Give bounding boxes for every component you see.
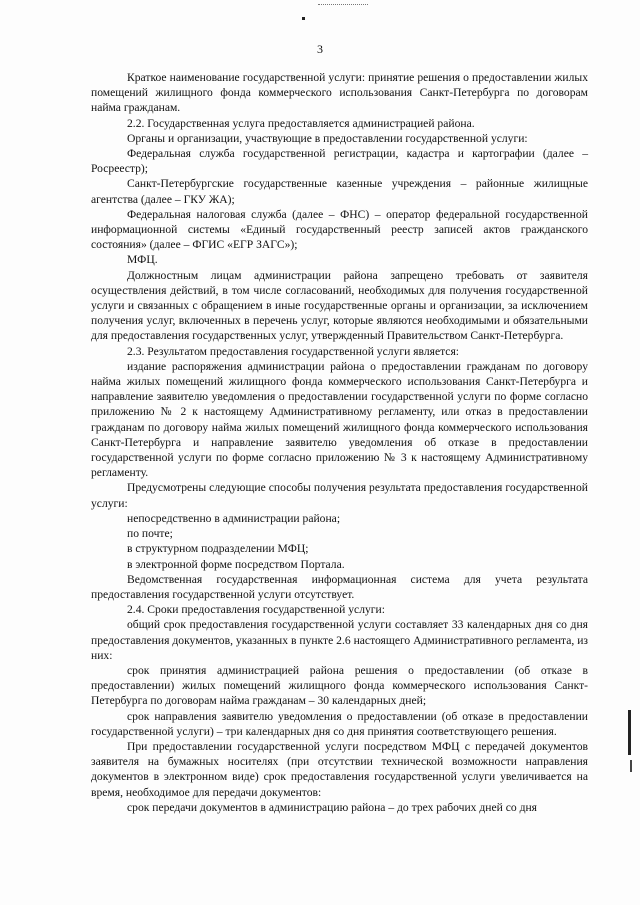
paragraph-rosreestr: Федеральная служба государственной регистрации, кадастра и картографии (далее – Росреестр);	[91, 147, 588, 176]
paragraph-result: издание распоряжения администрации района о предоставлении гражданам по договору найма жилых помещений жилищного фонда коммерческого использования Санкт-Петербурга и направление заявителю уведомления о предоставлении государственной услуги по форме согласно приложению № 2 к настоящему Административному регламенту, или отказ в предоставлении гражданам по договору найма жилых помещений жилищного фонда коммерческого использования Санкт-Петербурга и направление заявителю уведомления об отказе в предоставлении государственной услуги по форме согласно приложению № 3 к настоящему Административному регламенту.	[91, 359, 588, 480]
scan-artifact-edge	[628, 710, 631, 755]
paragraph-prohibition: Должностным лицам администрации района запрещено требовать от заявителя осуществления действий, в том числе согласований, необходимых для получения государственной услуги и связанных с обращением в иные государственные органы и организации, за исключением получения услуг, включенных в перечень услуг, которые являются необходимыми и обязательными для предоставления государственных услуг, утвержденный Правительством Санкт-Петербурга.	[91, 268, 588, 343]
paragraph-decision-term: срок принятия администрацией района решения о предоставлении (об отказе в предоставлении) жилых помещений жилищного фонда коммерческого использования Санкт-Петербурга по договорам найма гражданам – 30 календарных дней;	[91, 663, 588, 708]
page-number: 3	[317, 42, 323, 56]
paragraph-transfer-term: срок передачи документов в администрацию района – до трех рабочих дней со дня	[127, 800, 538, 814]
scan-artifact-top	[318, 4, 368, 9]
scan-artifact-dot	[302, 17, 305, 20]
list-item-post: по почте;	[127, 527, 173, 541]
paragraph-notification-term: срок направления заявителю уведомления о предоставлении (об отказе в предоставлении государственной услуги) – три календарных дня со дня принятия соответствующего решения.	[91, 709, 588, 738]
paragraph-info-system: Ведомственная государственная информационная система для учета результата предоставления государственной услуги отсутствует.	[91, 572, 588, 601]
list-item-portal: в электронной форме посредством Портала.	[127, 557, 345, 571]
paragraph-organizations: Органы и организации, участвующие в предоставлении государственной услуги:	[127, 131, 528, 145]
paragraph-mfc: МФЦ.	[127, 253, 158, 267]
paragraph-gku-zha: Санкт-Петербургские государственные казенные учреждения – районные жилищные агентства (далее – ГКУ ЖА);	[91, 177, 588, 206]
paragraph-fns: Федеральная налоговая служба (далее – ФНС) – оператор федеральной государственной информационной системы «Единый государственный реестр записей актов гражданского состояния» (далее – ФГИС «ЕГР ЗАГС»);	[91, 207, 588, 252]
paragraph-total-term: общий срок предоставления государственной услуги составляет 33 календарных дня со дня предоставления документов, указанных в пункте 2.6 настоящего Административного регламента, из них:	[91, 618, 588, 662]
paragraph-2-3: 2.3. Результатом предоставления государственной услуги является:	[127, 344, 460, 358]
list-item-administration: непосредственно в администрации района;	[127, 511, 341, 525]
paragraph-mfc-term: При предоставлении государственной услуги посредством МФЦ с передачей документов заявителя на бумажных носителях (при отсутствии технической возможности направления документов в электронном виде) срок предоставления государственной услуги увеличивается на время, необходимое для передачи документов:	[91, 739, 588, 799]
paragraph-2-4: 2.4. Сроки предоставления государственной услуги:	[127, 603, 385, 617]
paragraph-2-2: 2.2. Государственная услуга предоставляется администрацией района.	[127, 116, 475, 130]
document-body	[91, 70, 588, 815]
paragraph-ways: Предусмотрены следующие способы получения результата предоставления государственной услуги:	[91, 481, 588, 510]
list-item-mfc: в структурном подразделении МФЦ;	[127, 542, 309, 556]
paragraph-short-name: Краткое наименование государственной услуги: принятие решения о предоставлении жилых помещений жилищного фонда коммерческого использования Санкт-Петербурга по договорам найма гражданам.	[91, 71, 588, 115]
scan-artifact-edge-small	[630, 760, 632, 772]
